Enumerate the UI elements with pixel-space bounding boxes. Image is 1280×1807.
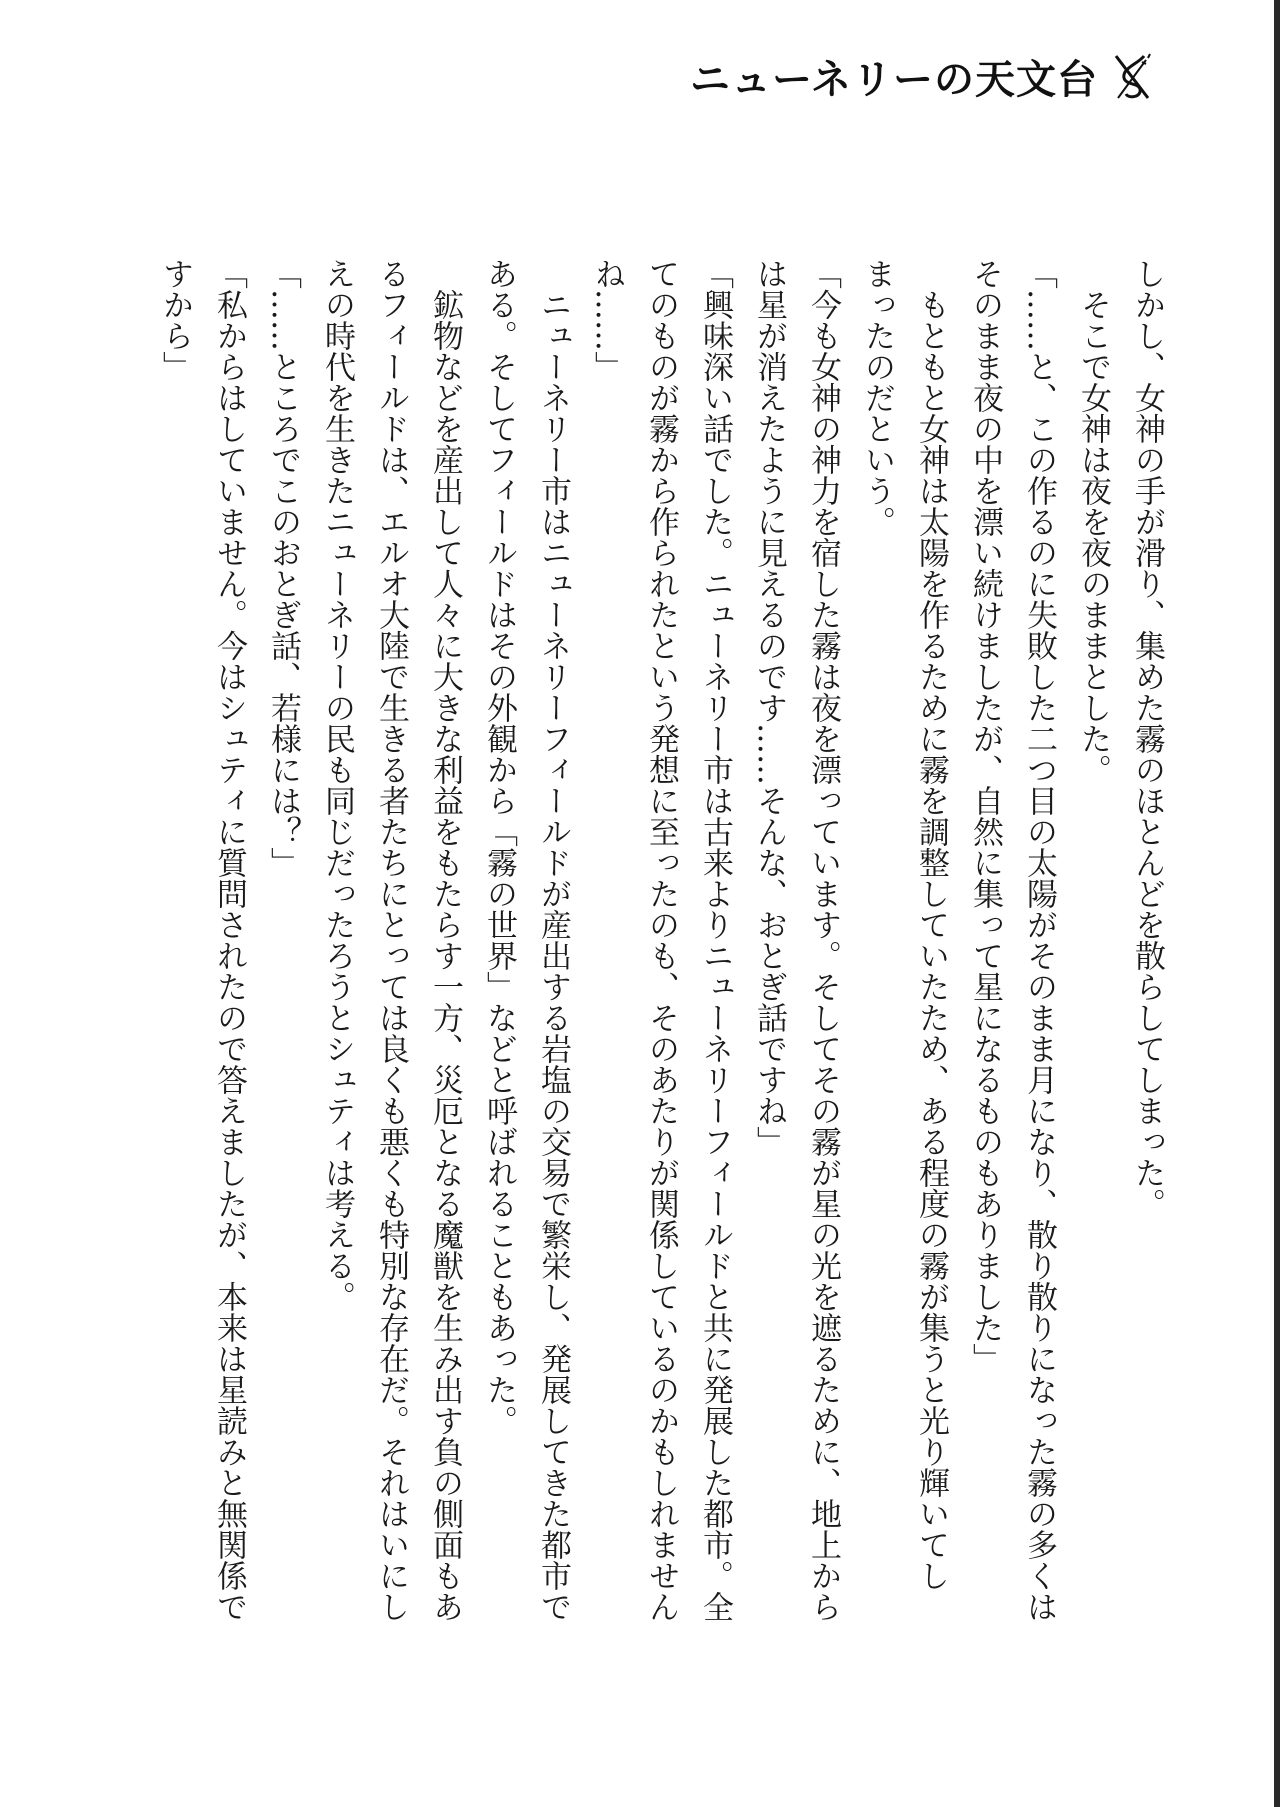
sword-serpent-ornament-icon	[1108, 52, 1158, 102]
text-line: まったのだという。	[859, 258, 895, 537]
text-line: ね……」	[589, 258, 625, 382]
text-line: 「……ところでこのおとぎ話、若様には？」	[265, 258, 301, 878]
running-header	[690, 48, 1158, 105]
text-line: すから」	[157, 258, 193, 382]
text-line: そのまま夜の中を漂い続けましたが、自然に集って星になるものもありました」	[967, 258, 1003, 1374]
text-line: えの時代を生きたニューネリーの民も同じだったろうとシュティは考える。	[319, 258, 355, 1312]
book-title: ニューネリーの天文台	[690, 56, 1098, 103]
page-edge	[1274, 0, 1280, 1807]
text-line: そこで女神は夜を夜のままとした。	[1075, 258, 1111, 785]
text-line: 「……と、この作るのに失敗した二つ目の太陽がそのまま月になり、散り散りになった霧の多くは	[1021, 258, 1057, 1622]
text-line: 「興味深い話でした。ニューネリー市は古来よりニューネリーフィールドと共に発展した都市。全	[697, 258, 733, 1622]
text-line: てのものが霧から作られたという発想に至ったのも、そのあたりが関係しているのかもしれません	[643, 258, 679, 1622]
text-line: は星が消えたように見えるのです……そんな、おとぎ話ですね」	[751, 258, 787, 1157]
text-line: ある。そしてフィールドはその外観から「霧の世界」などと呼ばれることもあった。	[481, 258, 517, 1436]
vertical-body-text	[148, 258, 1174, 1678]
text-line: もともと女神は太陽を作るために霧を調整していたため、ある程度の霧が集うと光り輝いてし	[913, 258, 949, 1591]
text-line: ニューネリー市はニューネリーフィールドが産出する岩塩の交易で繁栄し、発展してきた都市で	[535, 258, 571, 1622]
text-line: 「私からはしていません。今はシュティに質問されたので答えましたが、本来は星読みと無関係で	[211, 258, 247, 1622]
text-line: 鉱物などを産出して人々に大きな利益をもたらす一方、災厄となる魔獣を生み出す負の側面もあ	[427, 258, 463, 1622]
text-line: 「今も女神の神力を宿した霧は夜を漂っています。そしてその霧が星の光を遮るために、地上から	[805, 258, 841, 1622]
text-line: るフィールドは、エルオ大陸で生きる者たちにとっては良くも悪くも特別な存在だ。それはいにし	[373, 258, 409, 1622]
text-line: しかし、女神の手が滑り、集めた霧のほとんどを散らしてしまった。	[1129, 258, 1165, 1219]
